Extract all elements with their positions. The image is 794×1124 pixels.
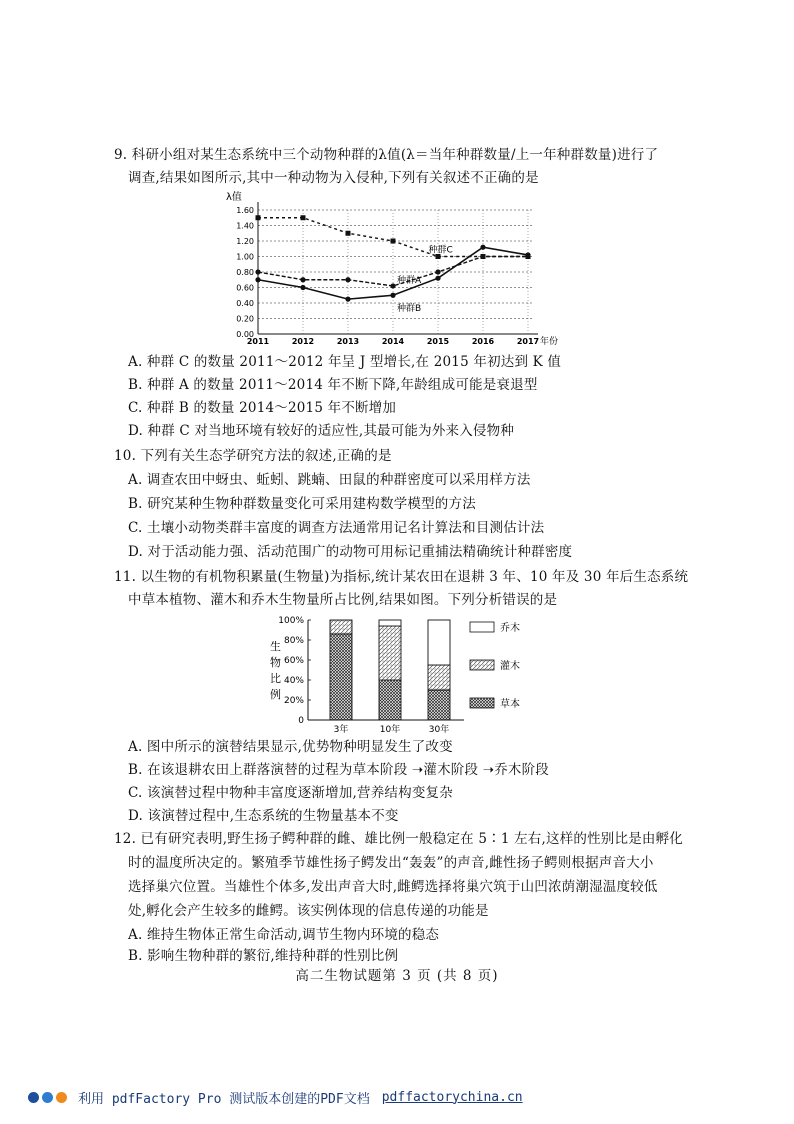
bar-segment-灌木	[379, 626, 401, 680]
q12-stem-line-4: 处,孵化会产生较多的雌鳄。该实例体现的信息传递的功能是	[128, 903, 489, 919]
x-tick-label: 2013	[336, 337, 360, 346]
x-tick-label: 2015	[426, 337, 450, 346]
q11-option-d: D. 该演替过程中,生态系统的生物量基本不变	[128, 808, 399, 824]
lambda-line-chart	[222, 188, 562, 350]
q9-option-d: D. 种群 C 对当地环境有较好的适应性,其最可能为外来入侵物种	[128, 423, 515, 439]
q9-option-a: A. 种群 C 的数量 2011～2012 年呈 J 型增长,在 2015 年初达到 K 值	[128, 354, 562, 370]
bar-segment-草本	[428, 690, 450, 720]
y-axis-label-char: 比	[270, 672, 281, 685]
q10-option-d: D. 对于活动能力强、活动范围广的动物可用标记重捕法精确统计种群密度	[128, 544, 573, 560]
q11-option-c: C. 该演替过程中物种丰富度逐渐增加,营养结构变复杂	[128, 785, 453, 801]
y-tick-label: 0.00	[236, 330, 254, 339]
y-tick-label: 0.20	[236, 314, 254, 324]
q10-option-a: A. 调查农田中蚜虫、蚯蚓、跳蝻、田鼠的种群密度可以采用样方法	[128, 472, 531, 488]
y-tick-label: 60%	[283, 656, 304, 666]
watermark-link[interactable]: pdffactorychina.cn	[381, 1089, 523, 1105]
bar-segment-乔木	[428, 620, 450, 665]
data-point	[435, 269, 440, 274]
data-point	[256, 215, 261, 220]
bar-segment-草本	[330, 634, 352, 720]
y-axis-label-char: 生	[270, 640, 281, 653]
legend-label: 乔木	[500, 623, 520, 634]
y-tick-label: 1.00	[236, 252, 254, 262]
q9-stem-line-1: 9. 科研小组对某生态系统中三个动物种群的λ值(λ＝当年种群数量/上一年种群数量)进行了	[114, 147, 659, 163]
x-tick-label: 10年	[379, 725, 401, 735]
data-point	[435, 276, 440, 281]
q11-stem-line-2: 中草本植物、灌木和乔木生物量所占比例,结果如图。下列分析错误的是	[128, 592, 558, 608]
q9-stem-line-2: 调查,结果如图所示,其中一种动物为入侵种,下列有关叙述不正确的是	[128, 170, 539, 186]
q10-stem: 10. 下列有关生态学研究方法的叙述,正确的是	[114, 448, 392, 464]
legend-swatch	[470, 660, 494, 670]
legend-label: 灌木	[500, 661, 520, 672]
watermark-dot-icon-3	[56, 1092, 67, 1103]
watermark-text: 利用 pdfFactory Pro 测试版本创建的PDF文档	[78, 1091, 370, 1107]
series-label: 种群B	[397, 304, 422, 315]
y-tick-label: 100%	[278, 616, 304, 626]
y-tick-label: 40%	[283, 676, 304, 686]
biomass-stacked-bar-chart	[262, 612, 552, 736]
q10-option-b: B. 研究某种生物种群数量变化可采用建构数学模型的方法	[128, 496, 476, 512]
x-tick-label: 2016	[471, 337, 495, 346]
data-point	[390, 293, 395, 298]
q12-option-b: B. 影响生物种群的繁衍,维持种群的性别比例	[128, 948, 399, 964]
data-point	[255, 277, 260, 282]
y-tick-label: 0.80	[236, 268, 254, 277]
y-tick-label: 1.40	[236, 221, 254, 231]
data-point	[480, 245, 485, 250]
data-point	[300, 285, 305, 290]
series-label: 种群A	[397, 275, 422, 286]
q11-option-b: B. 在该退耕农田上群落演替的过程为草本阶段 ➝灌木阶段 ➝乔木阶段	[128, 762, 550, 778]
data-point	[346, 231, 351, 236]
y-tick-label: 1.20	[236, 237, 254, 246]
data-point	[481, 254, 486, 259]
q12-stem-line-3: 选择巢穴位置。当雄性个体多,发出声音大时,雌鳄选择将巢穴筑于山凹浓荫潮湿温度较低	[128, 879, 658, 895]
q12-option-a: A. 维持生物体正常生命活动,调节生物内环境的稳态	[128, 927, 440, 943]
watermark-dot-icon-1	[28, 1092, 39, 1103]
data-point	[301, 215, 306, 220]
y-tick-label: 20%	[283, 696, 304, 706]
bar-segment-草本	[379, 680, 401, 720]
q10-option-c: C. 土壤小动物类群丰富度的调查方法通常用记名计算法和目测估计法	[128, 520, 545, 536]
bar-segment-乔木	[379, 620, 401, 626]
data-point	[391, 239, 396, 244]
y-axis-label: λ值	[226, 192, 242, 203]
x-tick-label: 3年	[333, 725, 349, 735]
x-tick-label: 30年	[428, 725, 450, 735]
x-tick-label: 2014	[381, 337, 405, 346]
y-tick-label: 0.40	[236, 299, 254, 308]
watermark-dot-icon-2	[42, 1092, 53, 1103]
x-tick-label: 2017	[516, 337, 540, 346]
series-label: 种群C	[428, 245, 453, 256]
y-tick-label: 0.60	[236, 283, 254, 293]
y-tick-label: 1.60	[236, 206, 254, 215]
pdffactory-watermark	[28, 1087, 523, 1107]
x-tick-label: 2012	[291, 337, 315, 346]
y-axis-label-char: 例	[270, 688, 281, 701]
y-tick-label: 80%	[283, 636, 304, 646]
q11-stem-line-1: 11. 以生物的有机物积累量(生物量)为指标,统计某农田在退耕 3 年、10 年及 30 年后生态系统	[114, 569, 689, 585]
data-point	[255, 269, 260, 274]
q12-stem-line-2: 时的温度所决定的。繁殖季节雄性扬子鳄发出“轰轰”的声音,雌性扬子鳄则根据声音大小	[128, 855, 654, 871]
q9-option-b: B. 种群 A 的数量 2011～2014 年不断下降,年龄组成可能是衰退型	[128, 377, 538, 393]
data-point	[345, 277, 350, 282]
series-line-种群A	[258, 257, 528, 286]
y-axis-label-char: 物	[270, 656, 281, 669]
bar-segment-灌木	[330, 620, 352, 634]
data-point	[390, 283, 395, 288]
data-point	[345, 297, 350, 302]
legend-swatch	[470, 622, 494, 632]
page-footer: 高二生物试题第 3 页 (共 8 页)	[295, 968, 499, 984]
data-point	[526, 254, 531, 259]
legend-swatch	[470, 698, 494, 708]
q12-stem-line-1: 12. 已有研究表明,野生扬子鳄种群的雌、雄比例一般稳定在 5∶1 左右,这样的性别比是由孵化	[114, 831, 684, 847]
y-tick-label: 0	[298, 716, 304, 726]
legend-label: 草本	[500, 699, 520, 710]
q11-option-a: A. 图中所示的演替结果显示,优势物种明显发生了改变	[128, 739, 453, 755]
x-tick-label: 2011	[246, 337, 270, 346]
x-axis-label: 年份	[540, 337, 559, 347]
bar-segment-灌木	[428, 665, 450, 690]
q9-option-c: C. 种群 B 的数量 2014～2015 年不断增加	[128, 400, 397, 416]
data-point	[300, 277, 305, 282]
